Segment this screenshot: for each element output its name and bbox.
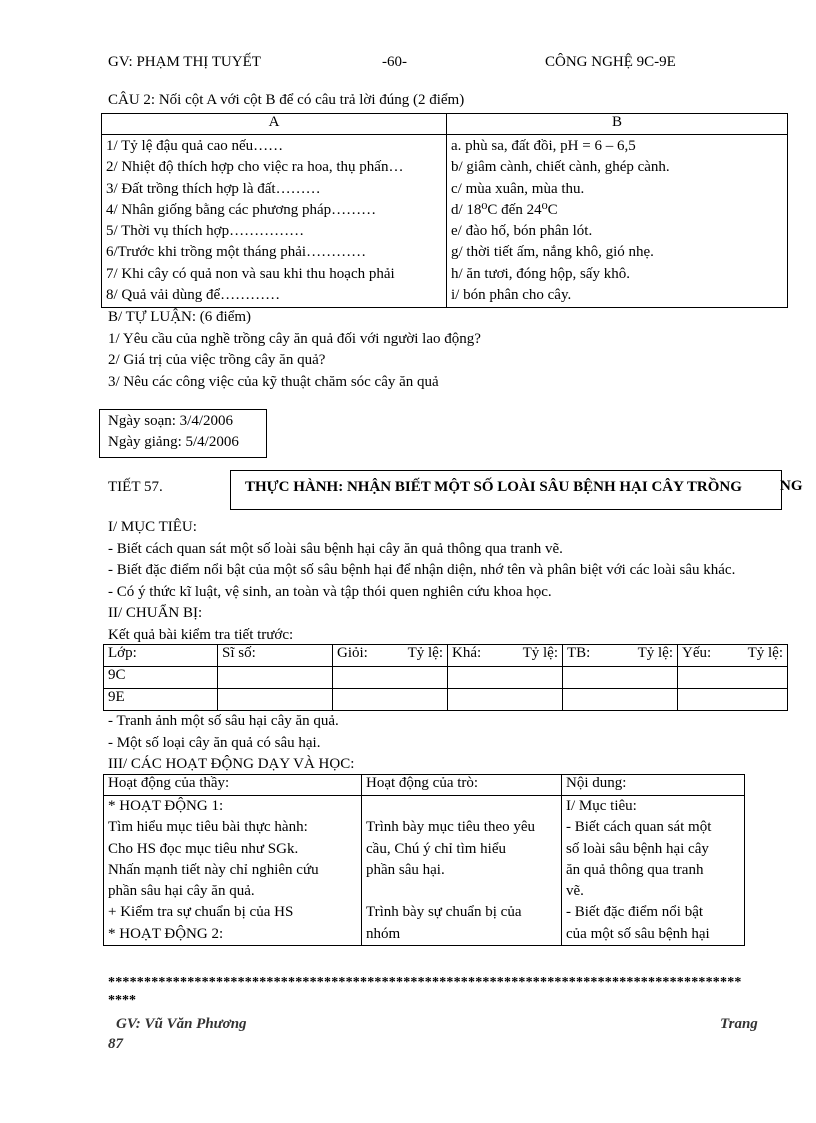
lesson-title-overflow: NG <box>780 478 803 494</box>
activities-heading: III/ CÁC HOẠT ĐỘNG DẠY VÀ HỌC: <box>108 756 355 772</box>
match-b-item: i/ bón phân cho cây. <box>451 287 572 304</box>
match-a-item: 1/ Tỷ lệ đậu quả cao nếu…… <box>106 138 284 154</box>
column-a-items <box>102 135 447 308</box>
footer-author: GV: Vũ Văn Phương <box>116 1016 247 1032</box>
results-header-cell: TB: Tỷ lệ: <box>563 645 678 667</box>
results-row <box>104 667 788 689</box>
student-line <box>366 796 557 817</box>
teacher-line: Cho HS đọc mục tiêu như SGk. <box>108 840 299 857</box>
activities-header-teacher: Hoạt động của thầy: <box>104 775 362 796</box>
match-a-item: 7/ Khi cây có quả non và sau khi thu hoạch phải <box>106 265 395 282</box>
teacher-line: * HOẠT ĐỘNG 2: <box>108 925 224 942</box>
objective-item: - Biết cách quan sát một số loài sâu bệnh hại cây ăn quả thông qua tranh vẽ. <box>108 540 563 557</box>
lesson-title: THỰC HÀNH: NHẬN BIẾT MỘT SỐ LOÀI SÂU BỆNH HẠI CÂY TRỒNG <box>245 479 742 495</box>
match-b-item: h/ ăn tươi, đóng hộp, sấy khô. <box>451 265 630 282</box>
student-line: phần sâu hại. <box>366 861 445 878</box>
column-b-header: B <box>447 114 788 135</box>
matching-table <box>101 113 788 308</box>
teacher-activities <box>104 796 362 946</box>
objective-item: - Có ý thức kĩ luật, vệ sinh, an toàn và tập thói quen nghiên cứu khoa học. <box>108 583 552 600</box>
student-line <box>366 881 557 902</box>
match-b-item: c/ mùa xuân, mùa thu. <box>451 180 585 197</box>
column-a-header: A <box>102 114 447 135</box>
results-table <box>103 644 788 711</box>
match-a-item: 5/ Thời vụ thích hợp…………… <box>106 223 305 240</box>
results-header-cell: Khá: Tỷ lệ: <box>448 645 563 667</box>
class-name: 9E <box>104 689 218 711</box>
preparation-heading: II/ CHUẨN BỊ: <box>108 605 203 621</box>
preparation-items <box>108 711 354 776</box>
results-title: Kết quả bài kiểm tra tiết trước: <box>108 626 294 643</box>
match-b-item: d/ 18⁰C đến 24⁰C <box>451 201 558 218</box>
match-b-item: b/ giâm cành, chiết cành, ghép cành. <box>451 159 670 176</box>
activities-header-student: Hoạt động của trò: <box>362 775 562 796</box>
teacher-line: Nhấn mạnh tiết này chỉ nghiên cứu <box>108 861 319 878</box>
teacher-line: Tìm hiểu mục tiêu bài thực hành: <box>108 819 308 836</box>
student-line: Trình bày mục tiêu theo yêu <box>366 819 536 836</box>
teacher-line: * HOẠT ĐỘNG 1: <box>108 798 224 814</box>
teacher-line: phần sâu hại cây ăn quả. <box>108 883 255 900</box>
essay-section <box>108 307 481 393</box>
lesson-number: TIẾT 57. <box>108 479 163 495</box>
content-line: ăn quả thông qua tranh <box>566 861 704 878</box>
content-line: - Biết đặc điểm nổi bật <box>566 904 704 921</box>
content-activities <box>562 796 745 946</box>
results-header-cell: Lớp: <box>104 645 218 667</box>
column-b-items <box>447 135 788 308</box>
content-line: vẽ. <box>566 883 584 900</box>
essay-question: 2/ Giá trị của việc trồng cây ăn quả? <box>108 352 326 368</box>
essay-question: 1/ Yêu cầu của nghề trồng cây ăn quả đối với người lao động? <box>108 330 481 347</box>
student-activities <box>362 796 562 946</box>
results-header-cell: Sĩ số: <box>218 645 333 667</box>
results-row <box>104 689 788 711</box>
teacher-line: + Kiểm tra sự chuẩn bị của HS <box>108 904 294 921</box>
match-a-item: 8/ Quả vải dùng để………… <box>106 287 281 304</box>
match-a-item: 3/ Đất trồng thích hợp là đất……… <box>106 180 321 197</box>
header-teacher: GV: PHẠM THỊ TUYẾT <box>108 54 261 70</box>
content-line: của một số sâu bệnh hại <box>566 925 710 942</box>
objective-item: - Biết đặc điểm nổi bật của một số sâu bệnh hại để nhận diện, nhớ tên và phân biệt với các loài sâu khác. <box>108 562 736 578</box>
header-subject: CÔNG NGHỆ 9C-9E <box>545 54 676 70</box>
header-page-number: -60- <box>382 54 407 70</box>
activities-table <box>103 774 745 946</box>
student-line: nhóm <box>366 925 401 942</box>
essay-title: B/ TỰ LUẬN: (6 điểm) <box>108 309 252 325</box>
content-line: - Biết cách quan sát một <box>566 819 712 836</box>
match-a-item: 4/ Nhân giống bằng các phương pháp……… <box>106 201 377 218</box>
student-line: Trình bày sự chuẩn bị của <box>366 904 522 921</box>
dates-box <box>99 409 267 458</box>
preparation-item: - Tranh ảnh một số sâu hại cây ăn quả. <box>108 713 339 729</box>
question2-title: CÂU 2: Nối cột A với cột B để có câu trả lời đúng (2 điểm) <box>108 92 465 108</box>
student-line: cầu, Chú ý chỉ tìm hiểu <box>366 840 506 857</box>
footer-page-label: Trang <box>720 1016 758 1032</box>
match-b-item: g/ thời tiết ấm, nắng khô, gió nhẹ. <box>451 244 654 261</box>
preparation-item: - Một số loại cây ăn quả có sâu hại. <box>108 734 321 751</box>
date-prepared: Ngày soạn: 3/4/2006 <box>108 413 233 429</box>
results-header-cell: Yếu: Tỷ lệ: <box>678 645 788 667</box>
content-line: I/ Mục tiêu: <box>566 798 637 814</box>
footer-separator: **************************************************************************************** <box>108 975 742 990</box>
date-taught: Ngày giảng: 5/4/2006 <box>108 434 239 450</box>
match-a-item: 2/ Nhiệt độ thích hợp cho việc ra hoa, thụ phấn… <box>106 159 404 176</box>
results-header-cell: Giỏi: Tỷ lệ: <box>333 645 448 667</box>
objectives-heading: I/ MỤC TIÊU: <box>108 519 197 535</box>
lesson-title-box <box>230 470 782 510</box>
content-line: số loài sâu bệnh hại cây <box>566 840 709 857</box>
match-b-item: e/ đào hố, bón phân lót. <box>451 223 593 240</box>
activities-header-content: Nội dung: <box>562 775 745 796</box>
footer-separator-end: **** <box>108 993 136 1008</box>
footer-page-number: 87 <box>108 1036 123 1052</box>
match-b-item: a. phù sa, đất đồi, pH = 6 – 6,5 <box>451 138 636 154</box>
match-a-item: 6/Trước khi trồng một tháng phải………… <box>106 244 367 261</box>
essay-question: 3/ Nêu các công việc của kỹ thuật chăm sóc cây ăn quả <box>108 373 439 390</box>
class-name: 9C <box>104 667 218 689</box>
objectives-section <box>108 517 816 646</box>
